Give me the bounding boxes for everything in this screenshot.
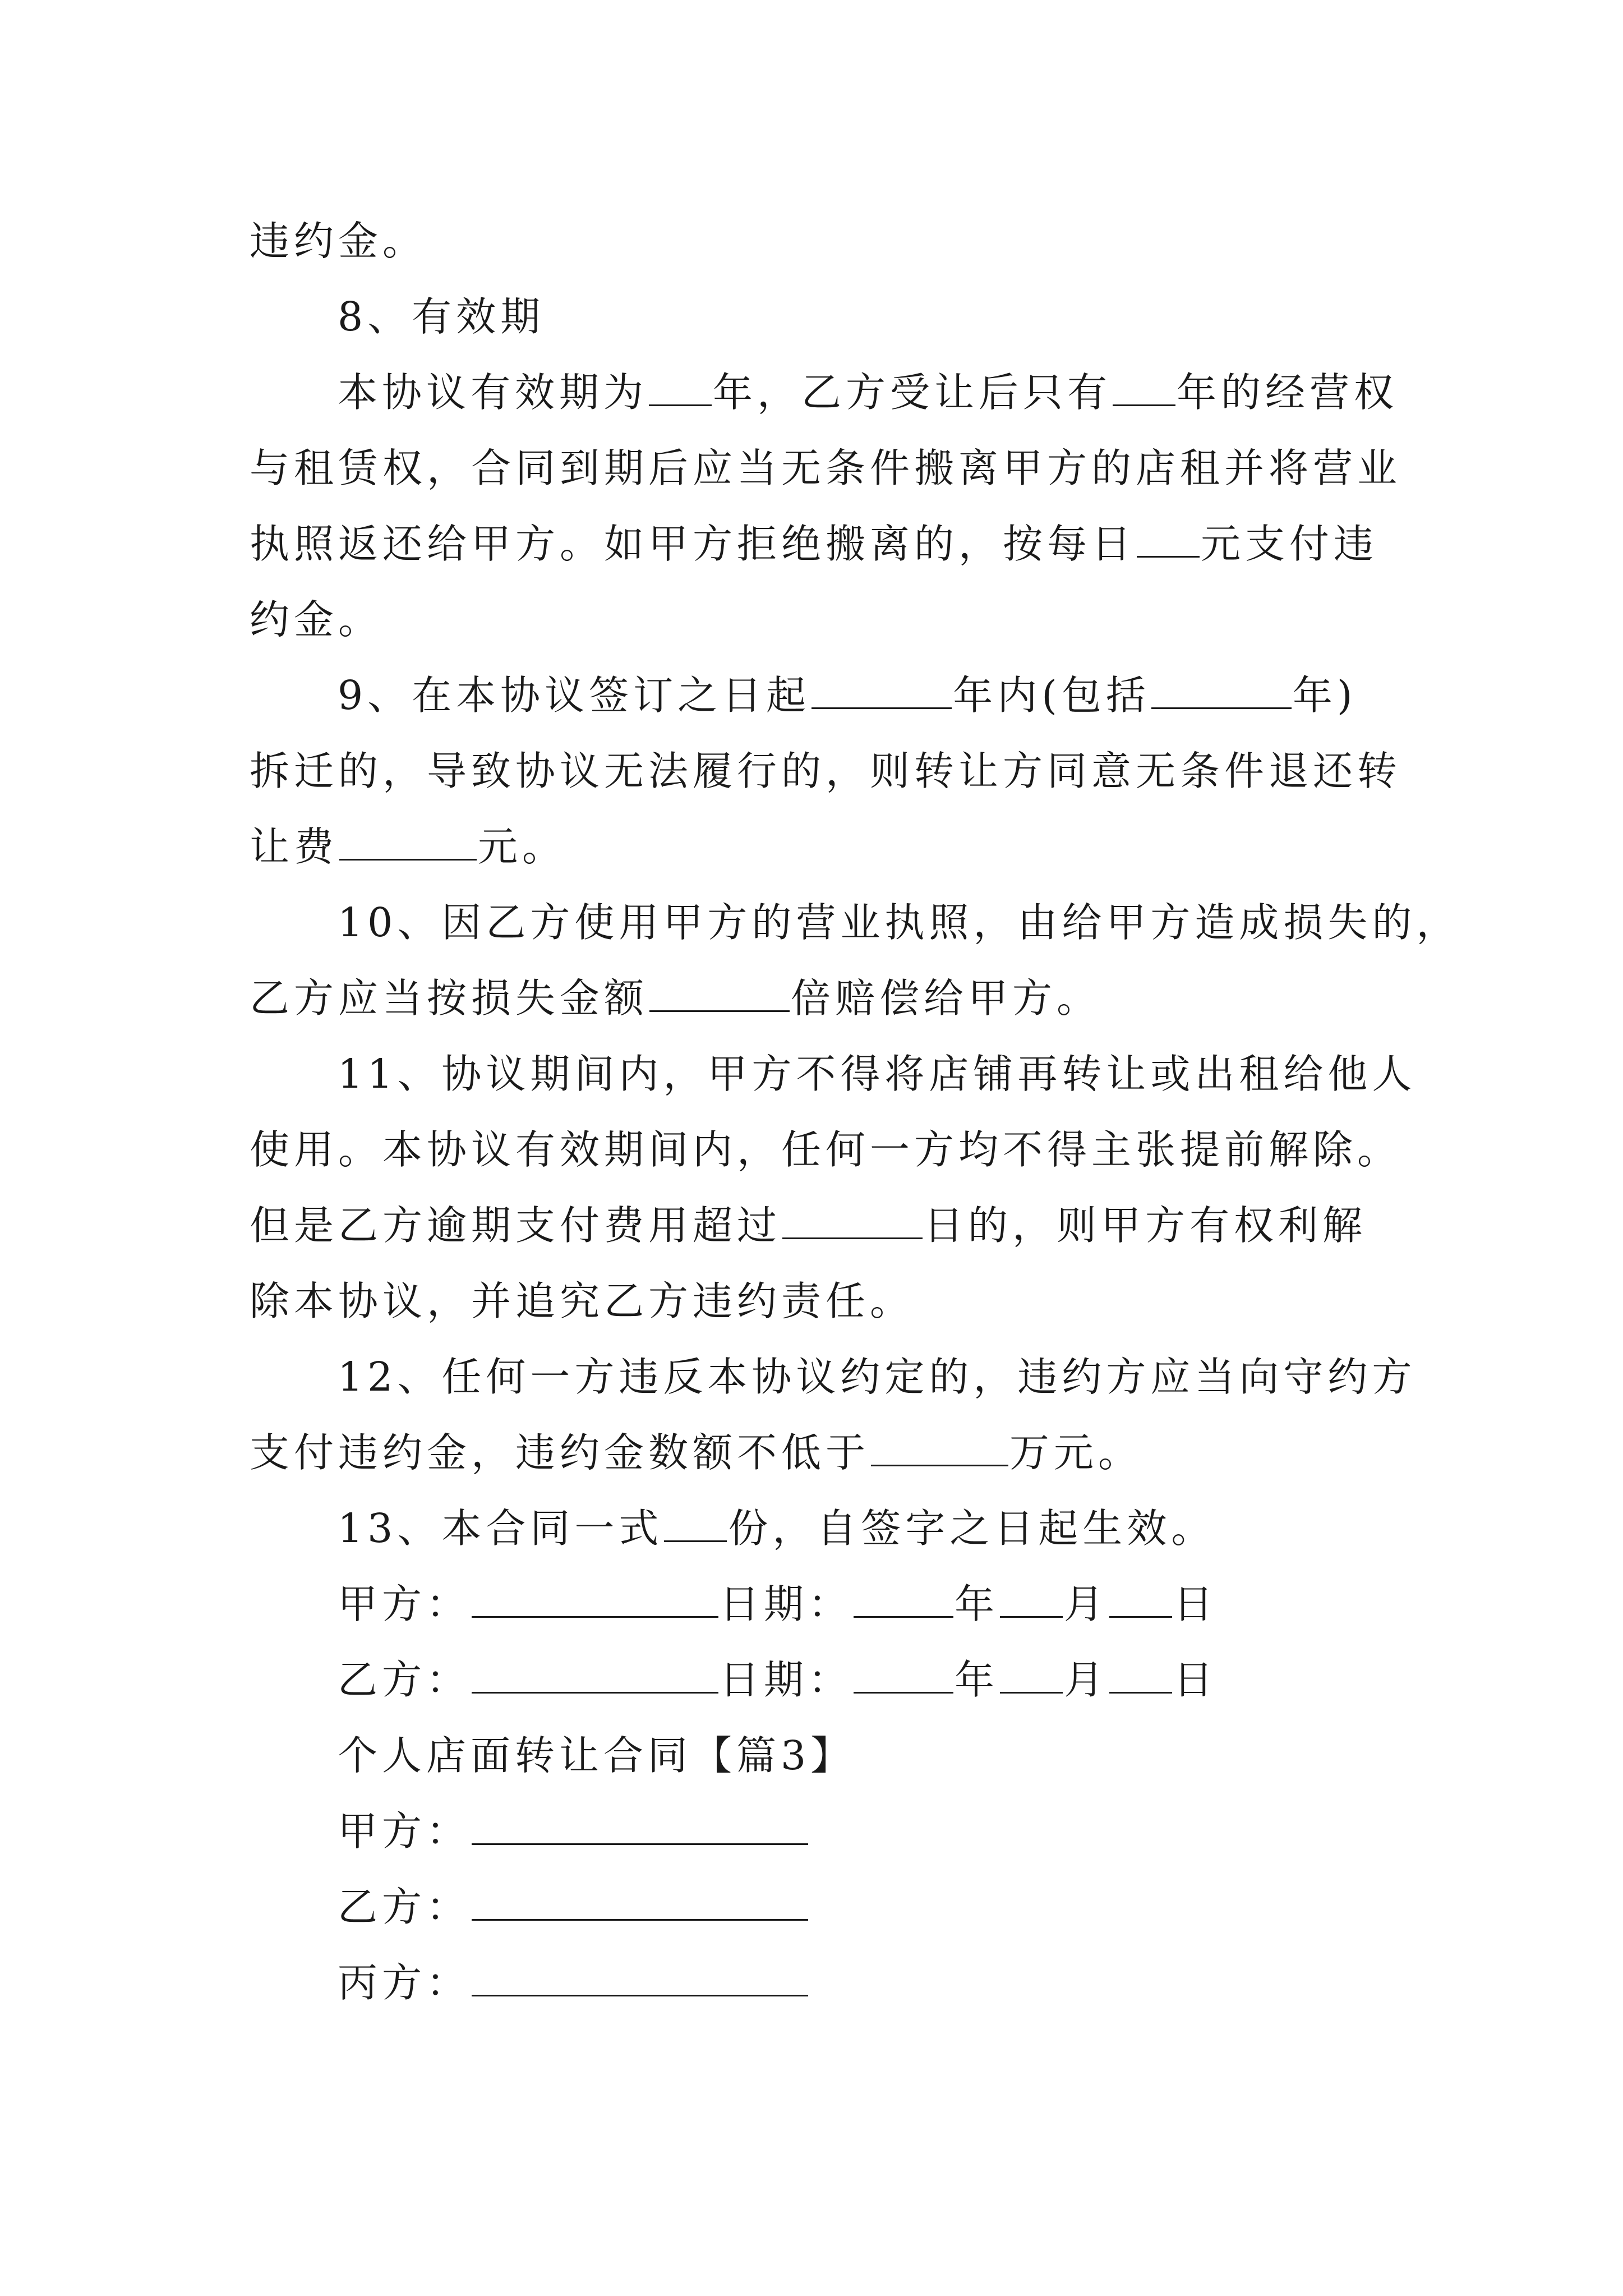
blank-field: [649, 973, 790, 1012]
month-blank: [1000, 1579, 1063, 1618]
party-b-field: 乙方：: [338, 1882, 1482, 1932]
text-line: 让费 元。: [250, 822, 1394, 872]
text-line: 执照返还给甲方。如甲方拒绝搬离的，按每日 元支付违: [250, 519, 1394, 569]
clause-11: 11、协议期间内，甲方不得将店铺再转让或出租给他人: [338, 1051, 1417, 1097]
party-c-field: 丙方：: [338, 1958, 1482, 2008]
party-a-field: 甲方：: [338, 1806, 1482, 1857]
section-heading-8: 8、有效期: [338, 293, 545, 340]
blank-field: [339, 822, 477, 861]
text-line: 使用。本协议有效期间内，任何一方均不得主张提前解除。: [250, 1126, 1402, 1173]
month-blank: [1000, 1655, 1063, 1694]
signature-line-party-b: 乙方： 日期： 年 月 日: [338, 1655, 1482, 1705]
clause-13: 13、本合同一式 份，自签字之日起生效。: [338, 1503, 1482, 1554]
blank-field: [811, 670, 952, 709]
party-b-blank: [472, 1882, 808, 1921]
blank-field: [1151, 670, 1292, 709]
contract-title: 个人店面转让合同【篇3】: [338, 1732, 855, 1779]
blank-field: [1137, 519, 1200, 558]
text-line: 与租赁权，合同到期后应当无条件搬离甲方的店租并将营业: [250, 445, 1402, 491]
party-a-blank: [472, 1806, 808, 1845]
text-line: 但是乙方逾期支付费用超过 日的，则甲方有权利解: [250, 1200, 1394, 1251]
text-line: 本协议有效期为 年，乙方受让后只有 年的经营权: [338, 367, 1482, 418]
text-line: 违约金。: [250, 218, 427, 264]
signature-line-party-a: 甲方： 日期： 年 月 日: [338, 1579, 1482, 1630]
year-blank: [854, 1655, 953, 1694]
text-line: 约金。: [250, 596, 383, 643]
signature-blank: [472, 1579, 718, 1618]
year-blank: [854, 1579, 953, 1618]
blank-field: [871, 1428, 1008, 1466]
text-line: 除本协议，并追究乙方违约责任。: [250, 1278, 915, 1324]
signature-blank: [472, 1655, 718, 1694]
blank-field: [782, 1200, 923, 1239]
day-blank: [1109, 1579, 1172, 1618]
text-line: 支付违约金，违约金数额不低于 万元。: [250, 1428, 1394, 1478]
party-c-blank: [472, 1958, 808, 1996]
clause-12: 12、任何一方违反本协议约定的，违约方应当向守约方: [338, 1354, 1417, 1400]
blank-field: [1113, 367, 1175, 406]
blank-field: [664, 1503, 727, 1542]
day-blank: [1109, 1655, 1172, 1694]
blank-field: [649, 367, 712, 406]
clause-9: 9、在本协议签订之日起 年内(包括 年): [338, 670, 1482, 721]
text-line: 拆迁的，导致协议无法履行的，则转让方同意无条件退还转: [250, 748, 1402, 794]
clause-10: 10、因乙方使用甲方的营业执照，由给甲方造成损失的，: [338, 899, 1461, 946]
text-line: 乙方应当按损失金额 倍赔偿给甲方。: [250, 973, 1394, 1024]
